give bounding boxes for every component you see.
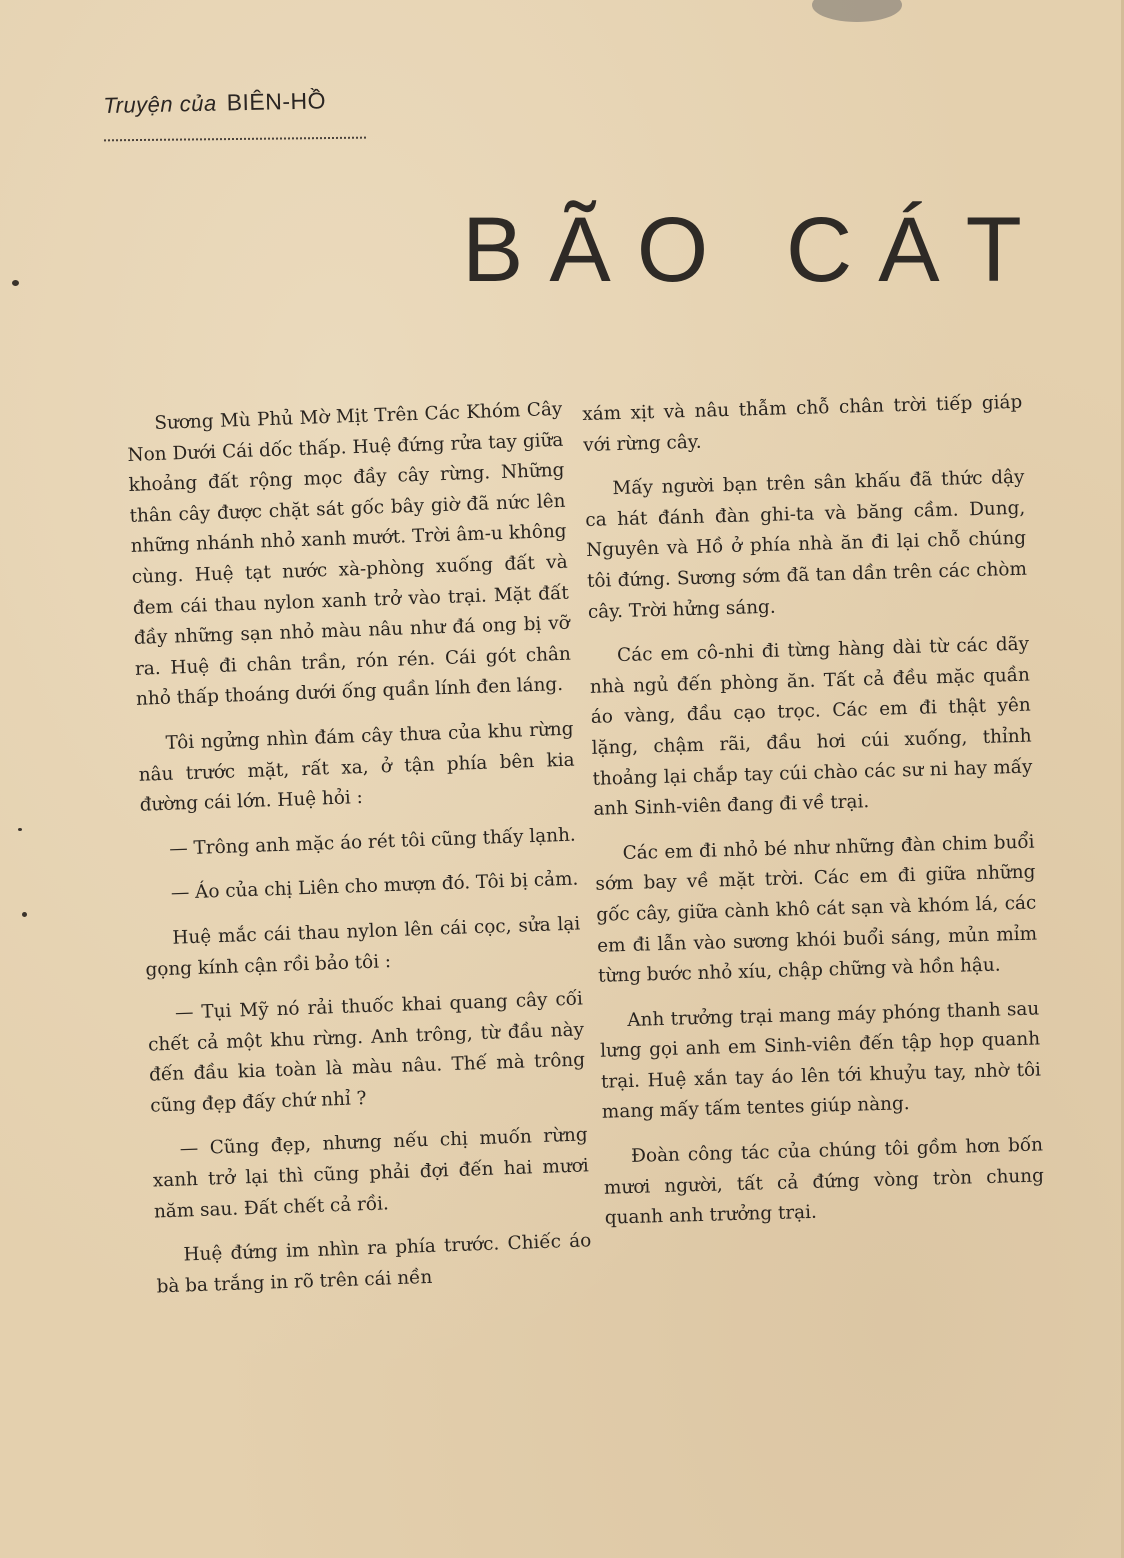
paragraph: — Trông anh mặc áo rét tôi cũng thấy lạnh. — [168, 824, 577, 860]
byline-underline — [104, 137, 366, 142]
paragraph: xám xịt và nâu thẫm chỗ chân trời tiếp giáp với rừng cây. — [582, 391, 1023, 456]
story-byline — [103, 87, 326, 119]
paragraph: Sương Mù Phủ Mờ Mịt Trên Các Khóm Cây Non Dưới Cái dốc thấp. Huệ đứng rửa tay giữa khoảng đất rộng mọc đầy cây rừng. Những thân cây được chặt sát gốc bây giờ đã nức lên những nhánh nhỏ xanh mướt. Trời âm-u không cùng. Huệ tạt nước xà-phòng xuống đất và đem cái thau nylon xanh trở vào trại. Mặt đất đầy những sạn nhỏ màu nâu như đá ong bị vỡ ra. Huệ đi chân trần, rón rén. Cái gót chân nhỏ thấp thoáng dưới ống quần lính đen láng. — [127, 398, 572, 711]
left-text-column — [126, 395, 593, 1317]
paragraph: Huệ đứng im nhìn ra phía trước. Chiếc áo bà ba trắng in rõ trên cái nền — [156, 1230, 592, 1298]
story-title: BÃO CÁT — [462, 199, 1048, 301]
paper-speck — [22, 912, 27, 917]
paragraph: — Tụi Mỹ nó rải thuốc khai quang cây cối chết cả một khu rừng. Anh trông, từ đầu này đến đầu kia toàn là màu nâu. Thế mà trông cũng đẹp đấy chứ nhỉ ? — [147, 988, 586, 1117]
paragraph: Đoàn công tác của chúng tôi gồm hơn bốn mươi người, tất cả đứng vòng tròn chung quanh anh trưởng trại. — [603, 1134, 1045, 1229]
paragraph: Các em đi nhỏ bé như những đàn chim buổi sớm bay về mặt trời. Các em đi giữa những gốc cây, giữa cành khô cát sạn và khóm lá, các em đi lẫn vào sương khói buổi sáng, mủn mỉm từng bước nhỏ xíu, chập chững và hồn hậu. — [595, 831, 1038, 987]
paragraph: Các em cô-nhi đi từng hàng dài từ các dãy nhà ngủ đến phòng ăn. Tất cả đều mặc quần áo vàng, đầu cạo trọc. Các em đi thật yên lặng, chậm rãi, đầu hơi cúi xuống, thỉnh thoảng lại chắp tay cúi chào các sư ni hay mấy anh Sinh-viên đang đi về trại. — [589, 633, 1033, 820]
paper-speck — [12, 280, 19, 286]
ink-stain — [812, 0, 902, 22]
paragraph: Tôi ngửng nhìn đám cây thưa của khu rừng nâu trước mặt, rất xa, ở tận phía bên kia đường cái lớn. Huệ hỏi : — [138, 718, 575, 816]
paragraph: — Áo của chị Liên cho mượn đó. Tôi bị cảm. — [170, 868, 579, 905]
byline-author: BIÊN-HỒ — [226, 87, 327, 116]
paragraph: Huệ mắc cái thau nylon lên cái cọc, sửa lại gọng kính cận rồi bảo tôi : — [145, 913, 581, 981]
byline-prefix: Truyện của — [103, 90, 217, 118]
paragraph: — Cũng đẹp, nhưng nếu chị muốn rừng xanh trở lại thì cũng phải đợi đến hai mươi năm sau. Đất chết cả rồi. — [152, 1124, 590, 1223]
paragraph: Mấy người bạn trên sân khấu đã thức dậy ca hát đánh đàn ghi-ta và băng cầm. Dung, Nguyên và Hồ ở phía nhà ăn đi lại chỗ chúng tôi đứng. Sương sớm đã tan dần trên các chòm cây. Trời hửng sáng. — [585, 466, 1028, 623]
right-text-column — [582, 388, 1046, 1249]
paper-speck — [18, 828, 22, 831]
paragraph: Anh trưởng trại mang máy phóng thanh sau lưng gọi anh em Sinh-viên đến tập họp quanh trại. Huệ xắn tay áo lên tới khuỷu tay, nhờ tôi mang mấy tấm tentes giúp nàng. — [599, 998, 1042, 1124]
